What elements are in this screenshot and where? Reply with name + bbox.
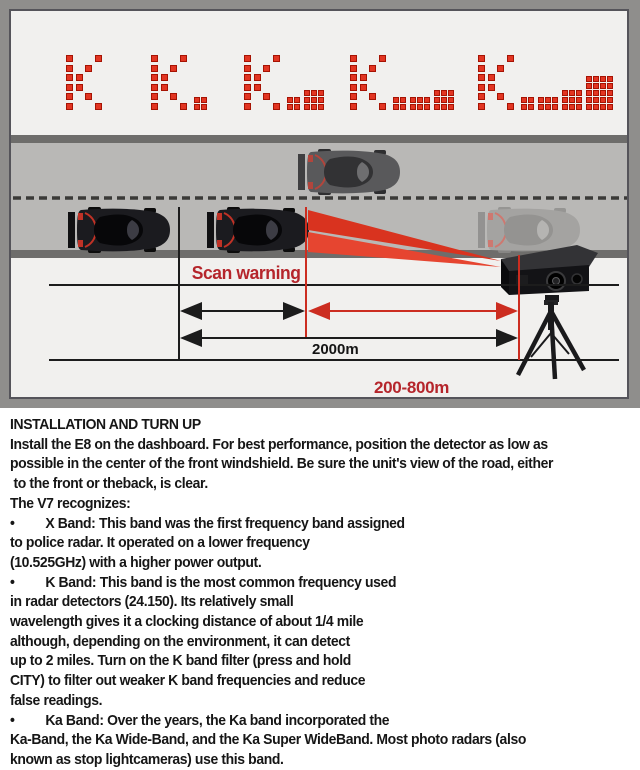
manual-text-line: known as stop lightcameras) use this band. <box>10 750 284 768</box>
trailing-race-car <box>68 207 170 253</box>
tripod-icon <box>518 300 584 379</box>
manual-text-line: Ka-Band, the Ka Wide-Band, and the Ka Super WideBand. Most photo radars (also <box>10 731 526 749</box>
ghost-race-car <box>478 207 580 253</box>
manual-text-line: • K Band: This band is the most common frequency used <box>10 573 397 591</box>
total-range-label: 2000m <box>312 341 359 358</box>
manual-text-line: wavelength gives it a clocking distance of about 1/4 mile <box>10 613 364 631</box>
manual-text-line: • X Band: This band was the first frequency band assigned <box>10 514 405 532</box>
manual-text-line: to the front or theback, is clear. <box>10 475 208 493</box>
manual-text-section <box>0 408 640 770</box>
oncoming-race-car <box>298 149 400 195</box>
manual-text-line: up to 2 miles. Turn on the K band filter (press and hold <box>10 652 351 670</box>
lead-race-car <box>207 207 309 253</box>
manual-text-line: • Ka Band: Over the years, the Ka band incorporated the <box>10 711 390 729</box>
manual-body <box>10 435 640 770</box>
section-title: INSTALLATION AND TURN UP <box>10 416 201 433</box>
manual-text-line: (10.525GHz) with a higher power output. <box>10 553 262 571</box>
manual-text-line: CITY) to filter out weaker K band frequencies and reduce <box>10 672 366 690</box>
manual-text-line: false readings. <box>10 691 103 709</box>
diagram-panel <box>9 9 629 399</box>
road-scene-graphic <box>11 11 627 397</box>
manual-text-line: Install the E8 on the dashboard. For best performance, position the detector as low as <box>10 435 548 453</box>
manual-text-line: although, depending on the environment, it can detect <box>10 632 350 650</box>
manual-text-line: to police radar. It operated on a lower frequency <box>10 534 310 552</box>
camera-range-label: 200-800m <box>374 378 450 397</box>
scan-warning-label: Scan warning <box>191 263 301 283</box>
manual-text-line: possible in the center of the front windshield. Be sure the unit's view of the road, either <box>10 455 554 473</box>
manual-text-line: in radar detectors (24.150). Its relatively small <box>10 593 294 611</box>
manual-text-line: The V7 recognizes: <box>10 494 131 512</box>
